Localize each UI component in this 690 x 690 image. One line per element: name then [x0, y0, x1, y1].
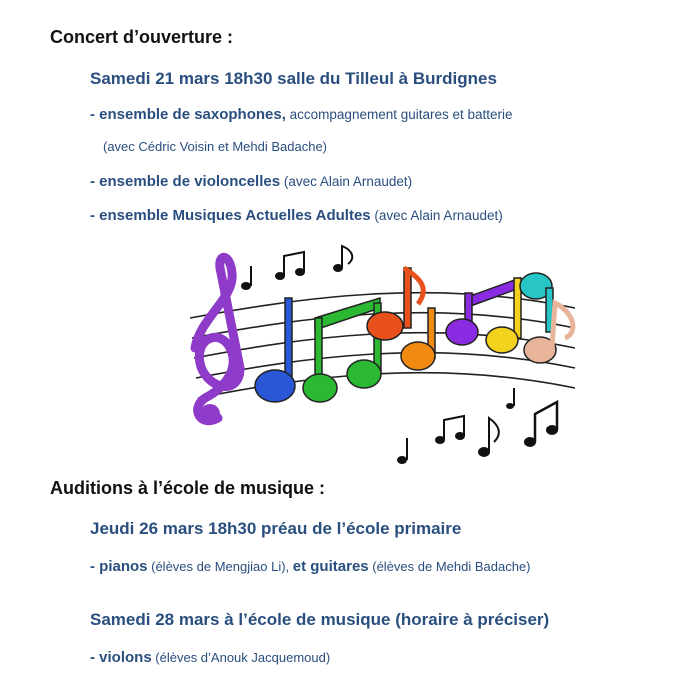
concert-item-violoncelles — [90, 174, 412, 190]
item-normal: (avec Alain Arnaudet) — [280, 174, 413, 189]
item-normal: (avec Alain Arnaudet) — [370, 208, 503, 223]
concert-event-title: Samedi 21 mars 18h30 salle du Tilleul à Burdignes — [90, 69, 497, 88]
concert-item-saxophones-performers: (avec Cédric Voisin et Mehdi Badache) — [103, 139, 328, 154]
item-normal: (élèves de Mehdi Badache) — [368, 559, 531, 574]
audition-event-details — [90, 559, 531, 575]
item-bold: - ensemble Musiques Actuelles Adultes — [90, 207, 371, 224]
item-bold: - ensemble de violoncelles — [90, 173, 281, 190]
concert-item-saxophones — [90, 107, 513, 123]
item-normal: (élèves d’Anouk Jacquemoud) — [151, 650, 331, 665]
audition-event-title: Samedi 28 mars à l’école de musique (horaire à préciser) — [90, 610, 550, 629]
treble-clef-icon — [195, 257, 240, 420]
item-normal: accompagnement guitares et batterie — [285, 107, 513, 122]
music-notes-illustration — [180, 238, 580, 470]
concert-item-mma — [90, 208, 503, 224]
colored-notes-icon — [255, 268, 573, 402]
concert-heading: Concert d’ouverture : — [50, 27, 234, 47]
audition-event-title: Jeudi 26 mars 18h30 préau de l’école primaire — [90, 519, 462, 538]
item-bold: - violons — [90, 649, 152, 666]
audition-event-details — [90, 650, 330, 666]
item-bold: - pianos — [90, 558, 148, 575]
item-bold: - ensemble de saxophones, — [90, 106, 286, 123]
item-bold: et guitares — [292, 558, 369, 575]
item-normal: (élèves de Mengjiao Li), — [147, 559, 293, 574]
auditions-heading: Auditions à l’école de musique : — [50, 478, 326, 498]
